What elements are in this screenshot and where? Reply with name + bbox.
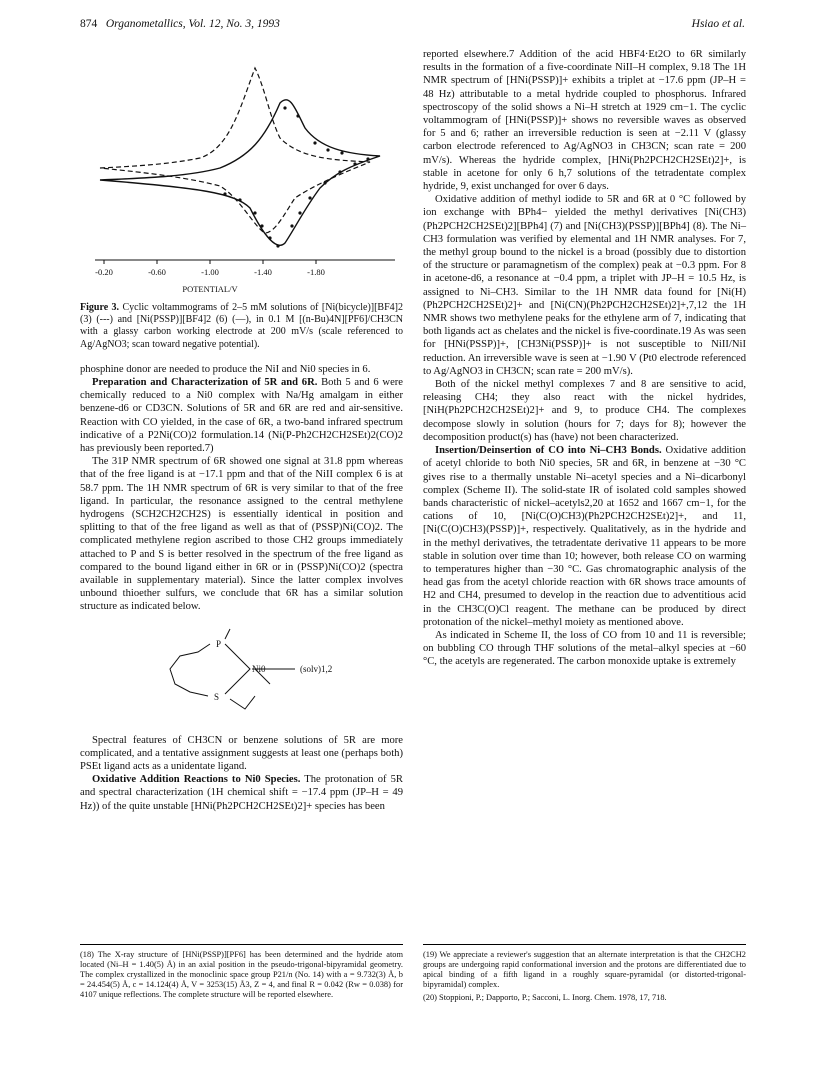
x-tick-label: -1.80 [307, 267, 325, 277]
x-axis-label: POTENTIAL/V [182, 284, 238, 294]
paragraph: phosphine donor are needed to produce the NiI and Ni0 species in 6. [80, 363, 371, 375]
footnote-20: (20) Stoppioni, P.; Dapporto, P.; Sacconi, L. Inorg. Chem. 1978, 17, 718. [423, 993, 667, 1002]
x-tick-label: -0.60 [148, 267, 166, 277]
left-column [80, 48, 403, 813]
x-tick-label: -1.00 [201, 267, 219, 277]
footnotes-left [80, 950, 403, 1000]
phosphorus-label: P [216, 638, 222, 649]
paragraph: Insertion/Deinsertion of CO into Ni–CH3 Bonds. Oxidative addition of acetyl chloride to both Ni0 species, 5R and 6R, in benzene at −30 °C gives rise to a thermally unstable Ni–acetyl species and a Ni–dicarbonyl complex (Scheme II). The solid-state IR of isolated cold samples showed bands characteristic of nickel–acetyls2,20 at 1652 and 1667 cm−1, for the cations of 10, [Ni(C(O)CH3)(Ph2PCH2CH2SEt)2]+, and 11, [Ni(C(O)CH3)(PSSP)]+, respectively. Qualitatively, as in the hydride and in the methyl derivatives, the tetradentate derivative 11 appears to be more stable in solution over time than 10; however, both release CO on warming to temperatures higher than −30 °C. Gas chromatographic analysis of the head gas from the acetyl chloride reaction with 6R shows trace amounts of H2 and CH4, presumed to develop in the reaction due to adventitious acid in the CH3C(O)Cl reagent. The methane can be produced by direct protonation of the nickel–methyl moiety as mentioned above. [423, 445, 746, 628]
paragraph: Oxidative addition of methyl iodide to 5R and 6R at 0 °C followed by ion exchange with BPh4− yielded the methyl derivatives [Ni(CH3)(Ph2PCH2CH2SEt)2][BPh4] (7) and [Ni(CH3)(PSSP)][BPh4] (8). The Ni–CH3 formulation was verified by elemental and 1H NMR analyses. For 7, the methyl group bound to the nickel is a broad (possibly due to distortion of the structure or paramagnetism of the complex) peak at −0.3 ppm. For 8 in acetone-d6, a resonance at −0.4 ppm, a triplet with JP–H = 10.5 Hz, is assigned to Ni–CH3. Similar to the 1H NMR data found for [Ni(H)(Ph2PCH2CH2SEt)2]+ and [Ni(CN)(Ph2PCH2CH2SEt)2]+,7,12 the 1H NMR shows two methylene peaks for the ethylene arm of 7, indicating that both ligands act as chelates and the nickel is five-coordinate.19 As was seen for [HNi(PSSP)]+, [CH3Ni(PSSP)]+ is not susceptible to NiII/NiI reduction. An irreversible wave is seen at −1.90 V (Pt0 electrode referenced to Ag/AgNO3 in CH3CN; scan rate = 200 mV/s). [423, 194, 746, 377]
paragraph: Oxidative Addition Reactions to Ni0 Species. The protonation of 5R and spectral characterization (1H chemical shift = −17.4 ppm (JP–H = 49 Hz)) of the quite unstable [HNi(Ph2PCH2CH2SEt)2]+ species has been [80, 774, 403, 812]
nickel-label: Ni0 [252, 663, 266, 674]
paragraph: The 31P NMR spectrum of 6R showed one signal at 31.8 ppm whereas that of the free ligand is at −17.1 ppm and that of the NiII complex 6 is at 58.7 ppm. The 1H NMR spectrum of 6R is very similar to that of the free ligand. In particular, the resonance assigned to the central methylene hydrogens (SCH2CH2CH2S) is essentially identical in position and splitting to that of the free ligand as well as that of (PSSP)Ni(CO)2. The complicated methylene region ascribed to those CH2 groups immediately attached to P and S is better resolved in the spectrum of the free ligand as compared to the bound ligand either in 6R or in (PSSP)Ni(CO)2 (spectra available in supplementary material). Since the latter complex involves unbound thioether sulfurs, we conclude that 6R has a similar solution structure as indicated below. [80, 456, 403, 613]
caption-label: Figure 3. [80, 302, 120, 313]
section-heading: Oxidative Addition Reactions to Ni0 Species. [92, 774, 301, 786]
section-heading: Insertion/Deinsertion of CO into Ni–CH3 Bonds. [435, 445, 662, 457]
running-author: Hsiao et al. [691, 18, 745, 30]
structure-scheme [80, 614, 403, 734]
paragraph: Spectral features of CH3CN or benzene solutions of 5R are more complicated, and a tentative assignment suggests at least one (perhaps both) PSEt ligand acts as a unidentate ligand. [80, 734, 403, 773]
paragraph: reported elsewhere.7 Addition of the acid HBF4·Et2O to 6R similarly results in the formation of a five-coordinate NiII–H complex, 9.18 The 1H NMR spectrum of [HNi(PSSP)]+ exhibits a triplet at −17.6 ppm (JP–H = 48 Hz) attributable to a metal hydride coupled to phosphorus. Infrared spectroscopy of the solid shows a Ni–H stretch at 1929 cm−1. The cyclic voltammogram of [HNi(PSSP)]+ shows no reversible waves as observed for 5 and 6; rather an irreversible reduction is seen at −2.11 V (glassy carbon electrode referenced to Ag/AgNO3 in CH3CN; scan rate = 200 mV/s). Whereas the hydride complex, [HNi(Ph2PCH2CH2SEt)2]+, is stable in acetone for only 6 h,7 solutions of the tetradentate complex hydride, 9, exist unchanged for over 6 days. [423, 49, 746, 193]
cyclic-voltammogram-plot [80, 48, 403, 298]
caption-text: Cyclic voltammograms of 2–5 mM solutions of [Ni(bicycle)][BF4]2 (3) (---) and [Ni(PSSP)][BF4]2 (6) (—), in 0.1 M [(n-Bu)4N][PF6]/CH3CN with a glassy carbon working electrode at 200 mV/s (scale referenced to Ag/AgNO3; scan toward negative potential). [80, 302, 403, 350]
x-tick-label: -1.40 [254, 267, 272, 277]
footnotes-right [423, 950, 746, 1003]
solvent-label: (solv)1,2 [300, 663, 333, 674]
footnote-rule [423, 944, 746, 945]
figure-caption [80, 302, 403, 351]
paragraph: Both of the nickel methyl complexes 7 and 8 are sensitive to acid, releasing CH4; they also react with the nickel hydrides, [NiH(Ph2PCH2CH2SEt)2]+ and 9, to produce CH4. The complexes decompose slowly in solution (hours for 7; days for 8); however the decomposition product(s) has (have) not been characterized. [423, 379, 746, 443]
page-header [80, 18, 745, 34]
figure-3 [80, 48, 403, 298]
journal-citation: Organometallics, Vol. 12, No. 3, 1993 [105, 18, 280, 30]
footnote-rule [80, 944, 403, 945]
paragraph: Preparation and Characterization of 5R and 6R. Both 5 and 6 were chemically reduced to a Ni0 complex with Na/Hg amalgam in either benzene-d6 or CD3CN. Solutions of 5R and 6R are red and air-sensitive. Reaction with CO yielded, in the case of 6R, a two-band infrared spectrum indicative of a P2Ni(CO)2 formulation.14 (Ni(P-Ph2CH2CH2SEt)2(CO)2 has previously been reported.7) [80, 377, 403, 455]
section-heading: Preparation and Characterization of 5R and 6R. [92, 377, 318, 389]
right-column [423, 48, 746, 669]
x-tick-label: -0.20 [95, 267, 113, 277]
x-ticks [104, 260, 316, 264]
paragraph: As indicated in Scheme II, the loss of CO from 10 and 11 is reversible; on bubbling CO through THF solutions of the metal–alkyl species at −60 °C, the acetyls are regenerated. The carbon monoxide uptake is extremely [423, 629, 746, 668]
footnote-18: (18) The X-ray structure of [HNi(PSSP)][PF6] has been determined and the hydride atom located (Ni–H = 1.40(5) Å) in an axial position in the pseudo-trigonal-bipyramidal geometry. The complex crystallized in the monoclinic space group P21/n (No. 14) with a = 9.732(3) Å, b = 24.454(5) Å, c = 14.124(4) Å, V = 3253(15) Å3, Z = 4, and final R = 0.042 (Rw = 0.038) for 4107 unique reflections. The complete structure will be reported elsewhere. [80, 950, 403, 999]
voltammogram-curve-6 [100, 100, 380, 245]
sulfur-label: S [214, 691, 220, 702]
footnote-19: (19) We appreciate a reviewer's suggestion that an alternate interpretation is that the CH2CH2 groups are undergoing rapid conformational inversion and the protons are differentiated due to apical binding of a fifth ligand in a roughly square-pyramidal (or distorted-trigonal-bipyramidal) complex. [423, 950, 746, 989]
curve-6-markers [223, 106, 369, 247]
page-number: 874 [80, 18, 98, 30]
